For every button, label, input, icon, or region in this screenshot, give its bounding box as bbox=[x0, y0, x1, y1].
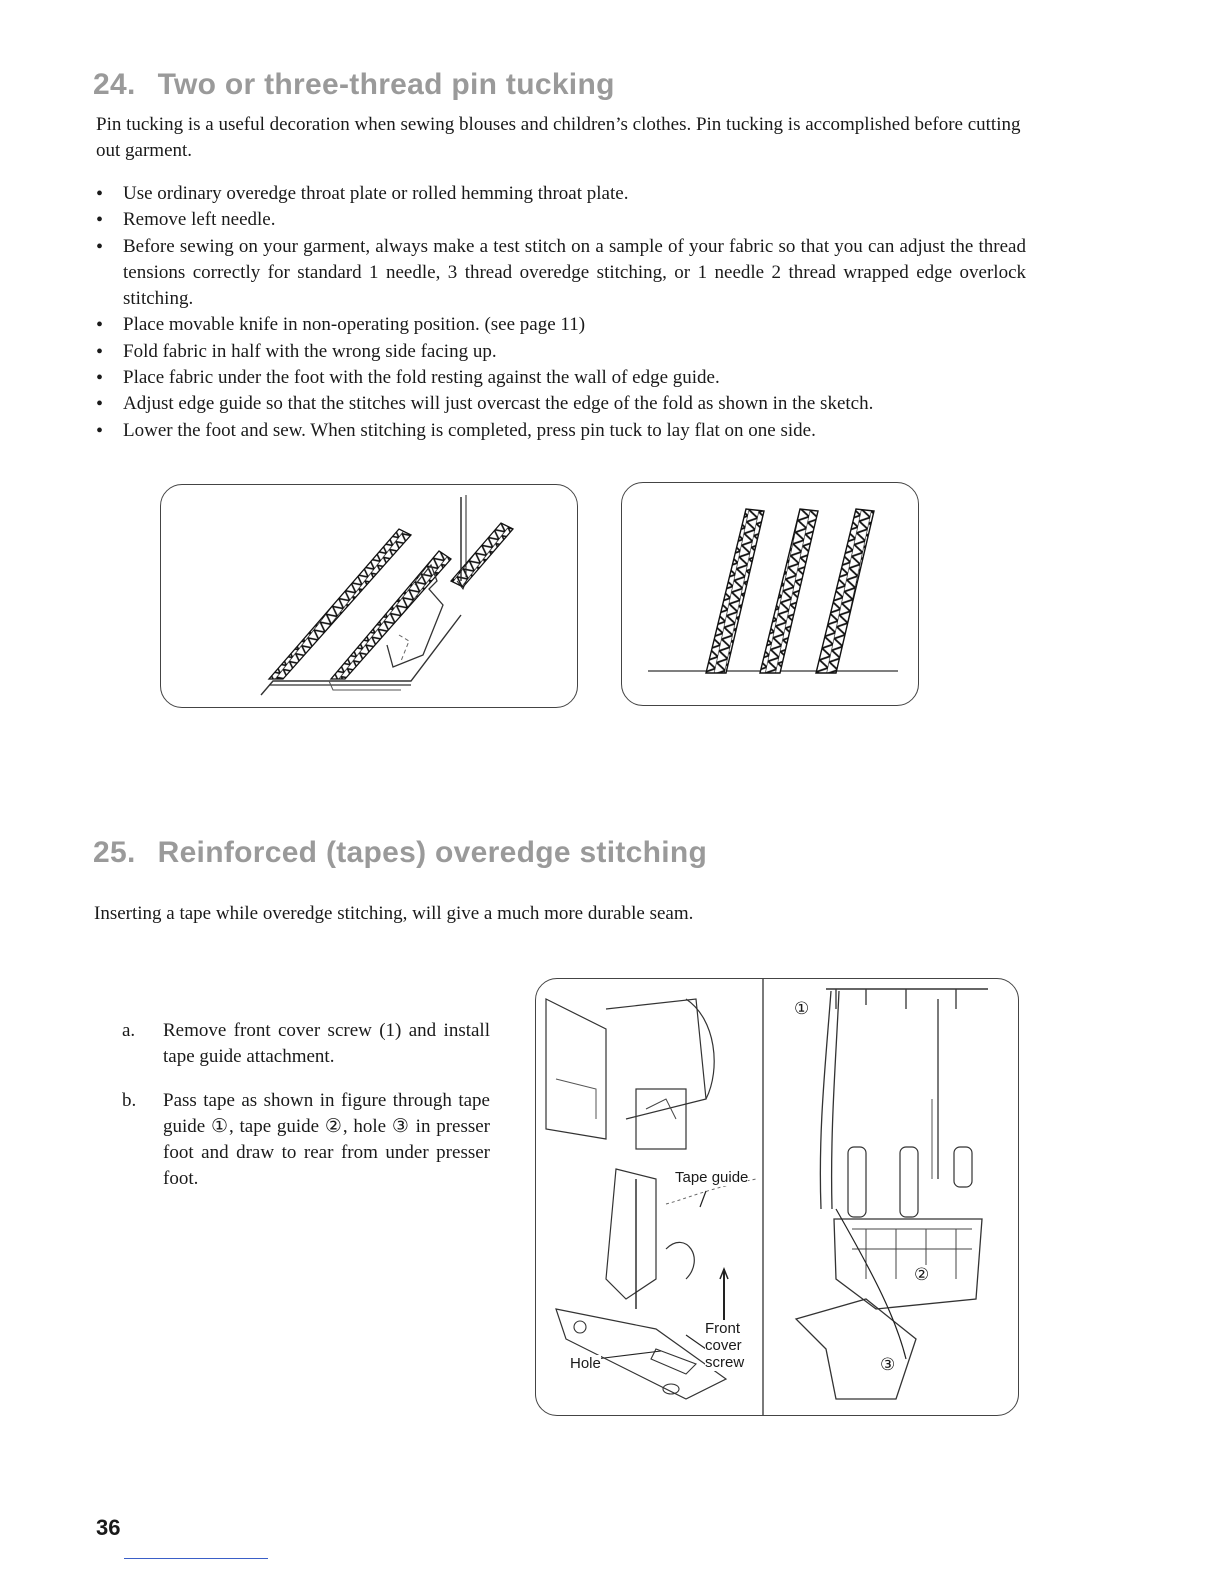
bullet-item: • Place fabric under the foot with the fold resting against the wall of edge guide. bbox=[96, 365, 1026, 391]
section-25-heading bbox=[93, 836, 707, 870]
step-text: Pass tape as shown in figure through tape guide ①, tape guide ②, hole ③ in presser foot and draw to rear from under presser foot. bbox=[163, 1090, 490, 1189]
page-number: 36 bbox=[96, 1515, 121, 1540]
tape-guide-illustration bbox=[535, 978, 1019, 1416]
finished-pin-tucks-drawing bbox=[622, 483, 918, 705]
step-item bbox=[122, 1088, 490, 1192]
bullet-item: • Place movable knife in non-operating position. (see page 11) bbox=[96, 312, 1026, 338]
step-text: Remove front cover screw (1) and install tape guide attachment. bbox=[163, 1020, 490, 1067]
hole-label: Hole bbox=[570, 1355, 601, 1372]
step-marker: b. bbox=[122, 1090, 137, 1111]
section-24-intro: Pin tucking is a useful decoration when sewing blouses and children’s clothes. Pin tucking is accomplished before cutting out garment. bbox=[96, 114, 1021, 161]
tape-guide-drawing bbox=[536, 979, 1018, 1415]
section-24-bullet-list bbox=[96, 181, 1026, 444]
pin-tuck-sewing-drawing bbox=[161, 485, 577, 707]
bullet-item: • Before sewing on your garment, always make a test stitch on a sample of your fabric so that you can adjust the thread tensions correctly for standard 1 needle, 3 thread overedge stitching, or 1 needle 2 thread wrapped edge overlock stitching. bbox=[96, 234, 1026, 313]
section-25-number: 25. bbox=[93, 836, 136, 869]
section-25-title: Reinforced (tapes) overedge stitching bbox=[157, 836, 708, 869]
bullet-item: • Lower the foot and sew. When stitching is completed, press pin tuck to lay flat on one side. bbox=[96, 418, 1026, 444]
circled-number-1-label: ① bbox=[794, 999, 810, 1019]
bullet-item: • Fold fabric in half with the wrong side facing up. bbox=[96, 339, 1026, 365]
tape-guide-label: Tape guide bbox=[675, 1169, 749, 1186]
section-24-heading bbox=[93, 68, 615, 102]
section-24-number: 24. bbox=[93, 68, 136, 101]
finished-pin-tucks-illustration bbox=[621, 482, 919, 706]
circled-number-3-label: ③ bbox=[880, 1355, 896, 1375]
section-25-intro: Inserting a tape while overedge stitching, will give a much more durable seam. bbox=[94, 903, 694, 924]
pin-tuck-sewing-illustration bbox=[160, 484, 578, 708]
section-24-title: Two or three-thread pin tucking bbox=[157, 68, 615, 101]
section-25-step-list bbox=[122, 1018, 490, 1210]
footer-rule bbox=[124, 1558, 268, 1559]
bullet-item: • Remove left needle. bbox=[96, 207, 1026, 233]
step-marker: a. bbox=[122, 1020, 136, 1041]
circled-number-2-label: ② bbox=[914, 1265, 930, 1285]
step-item bbox=[122, 1018, 490, 1070]
front-cover-screw-label: Front cover screw bbox=[705, 1320, 757, 1371]
bullet-item: • Use ordinary overedge throat plate or rolled hemming throat plate. bbox=[96, 181, 1026, 207]
bullet-item: • Adjust edge guide so that the stitches will just overcast the edge of the fold as shown in the sketch. bbox=[96, 391, 1026, 417]
